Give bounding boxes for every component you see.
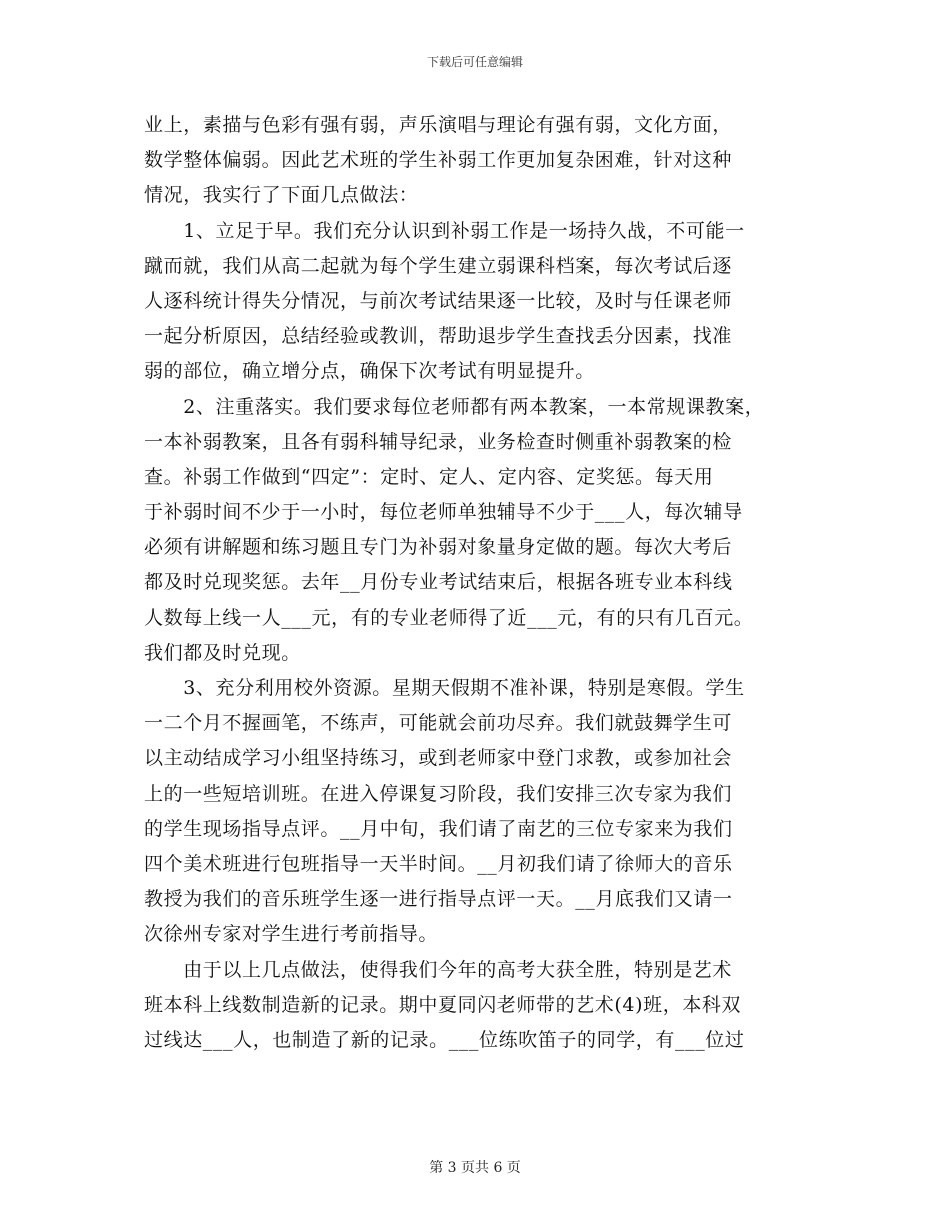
text-line: 1、立足于早。我们充分认识到补弱工作是一场持久战，不可能一 [144,219,745,242]
page-footer: 第 3 页共 6 页 [429,1160,521,1176]
text-line: 班本科上线数制造新的记录。期中夏同闪老师带的艺术(4)班，本科双 [144,993,742,1016]
text-line: 数学整体偏弱。因此艺术班的学生补弱工作更加复杂困难，针对这种 [144,149,733,172]
text-line: 都及时兑现奖惩。去年__月份专业考试结束后，根据各班专业本科线 [144,571,733,594]
text-line: 一起分析原因，总结经验或教训，帮助退步学生查找丢分因素，找准 [144,325,733,348]
text-line: 情况，我实行了下面几点做法： [144,184,419,207]
text-line: 2、注重落实。我们要求每位老师都有两本教案，一本常规课教案， [144,395,765,418]
text-line: 必须有讲解题和练习题且专门为补弱对象量身定做的题。每次大考后 [144,536,733,559]
text-line: 于补弱时间不少于一小时，每位老师单独辅导不少于___人，每次辅导 [144,501,743,524]
text-line: 过线达___人，也制造了新的记录。___位练吹笛子的同学，有___位过 [144,1028,745,1051]
text-line: 一本补弱教案，且各有弱科辅导纪录，业务检查时侧重补弱教案的检 [144,430,733,453]
text-line: 四个美术班进行包班指导一天半时间。__月初我们请了徐师大的音乐 [144,852,733,875]
text-line: 教授为我们的音乐班学生逐一进行指导点评一天。__月底我们又请一 [144,888,733,911]
text-line: 蹴而就，我们从高二起就为每个学生建立弱课科档案，每次考试后逐 [144,254,733,277]
document-body [144,108,824,1058]
text-line: 由于以上几点做法，使得我们今年的高考大获全胜，特别是艺术 [144,958,733,981]
text-line: 一二个月不握画笔，不练声，可能就会前功尽弃。我们就鼓舞学生可 [144,712,733,735]
text-line: 次徐州专家对学生进行考前指导。 [144,923,439,946]
text-line: 人逐科统计得失分情况，与前次考试结果逐一比较，及时与任课老师 [144,289,733,312]
text-line: 业上，素描与色彩有强有弱，声乐演唱与理论有强有弱，文化方面， [144,114,733,136]
text-line: 上的一些短培训班。在进入停课复习阶段，我们安排三次专家为我们 [144,782,733,805]
text-line: 人数每上线一人___元，有的专业老师得了近___元，有的只有几百元。 [144,606,754,629]
text-line: 的学生现场指导点评。__月中旬，我们请了南艺的三位专家来为我们 [144,817,733,840]
text-line: 查。补弱工作做到“四定”：定时、定人、定内容、定奖惩。每天用 [144,465,714,488]
text-line: 以主动结成学习小组坚持练习，或到老师家中登门求教，或参加社会 [144,747,733,770]
text-line: 弱的部位，确立增分点，确保下次考试有明显提升。 [144,360,595,383]
text-line: 我们都及时兑现。 [144,641,301,664]
page-header: 下载后可任意编辑 [426,55,523,69]
text-line: 3、充分利用校外资源。星期天假期不准补课，特别是寒假。学生 [144,677,745,699]
